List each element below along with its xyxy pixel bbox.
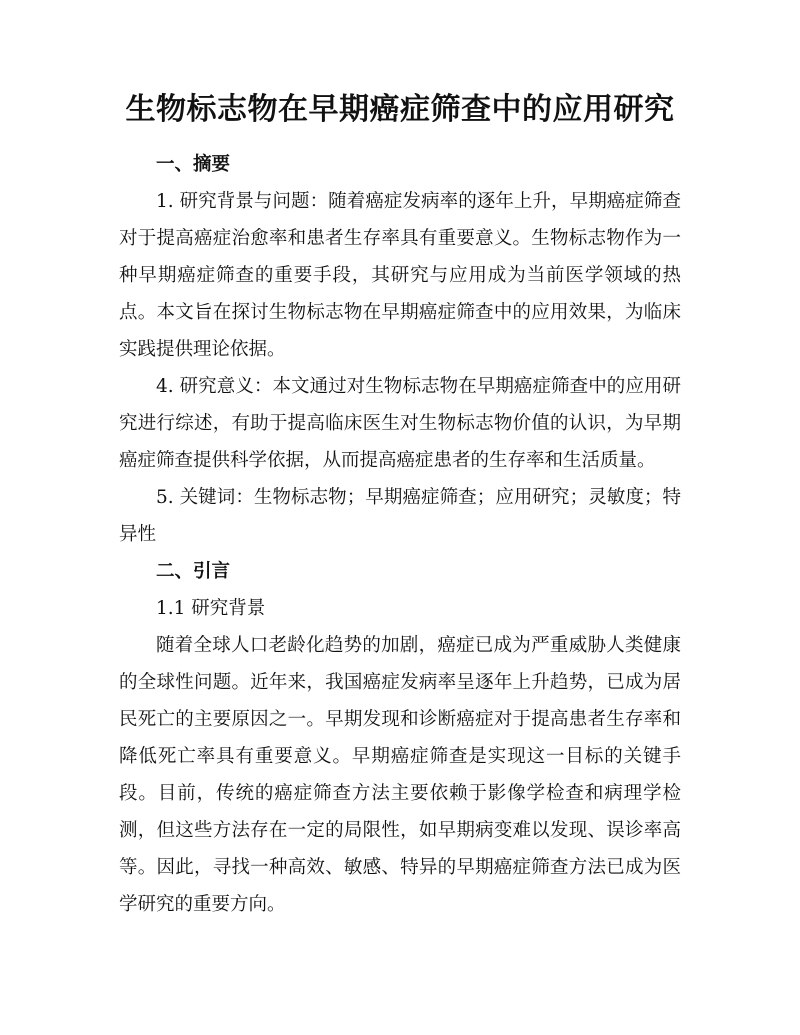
abstract-paragraph-background: 1. 研究背景与问题：随着癌症发病率的逐年上升，早期癌症筛查对于提高癌症治愈率和患者生存率具有重要意义。生物标志物作为一种早期癌症筛查的重要手段，其研究与应用成为当前医学领域的热点。本文旨在探讨生物标志物在早期癌症筛查中的应用效果，为临床实践提供理论依据。 bbox=[119, 191, 681, 360]
abstract-paragraph-keywords: 5. 关键词：生物标志物；早期癌症筛查；应用研究；灵敏度；特异性 bbox=[119, 487, 681, 545]
subsection-heading-background: 1.1 研究背景 bbox=[156, 598, 266, 619]
section-heading-abstract: 一、摘要 bbox=[156, 154, 231, 175]
abstract-paragraph-significance: 4. 研究意义：本文通过对生物标志物在早期癌症筛查中的应用研究进行综述，有助于提高临床医生对生物标志物价值的认识，为早期癌症筛查提供科学依据，从而提高癌症患者的生存率和生活质量。 bbox=[119, 376, 681, 471]
introduction-paragraph: 随着全球人口老龄化趋势的加剧，癌症已成为严重威胁人类健康的全球性问题。近年来，我国癌症发病率呈逐年上升趋势，已成为居民死亡的主要原因之一。早期发现和诊断癌症对于提高患者生存率和降低死亡率具有重要意义。早期癌症筛查是实现这一目标的关键手段。目前，传统的癌症筛查方法主要依赖于影像学检查和病理学检测，但这些方法存在一定的局限性，如早期病变难以发现、误诊率高等。因此，寻找一种高效、敏感、特异的早期癌症筛查方法已成为医学研究的重要方向。 bbox=[119, 635, 681, 915]
document-body bbox=[119, 146, 681, 923]
document-title: 生物标志物在早期癌症筛查中的应用研究 bbox=[125, 92, 675, 127]
section-heading-introduction: 二、引言 bbox=[156, 561, 231, 582]
